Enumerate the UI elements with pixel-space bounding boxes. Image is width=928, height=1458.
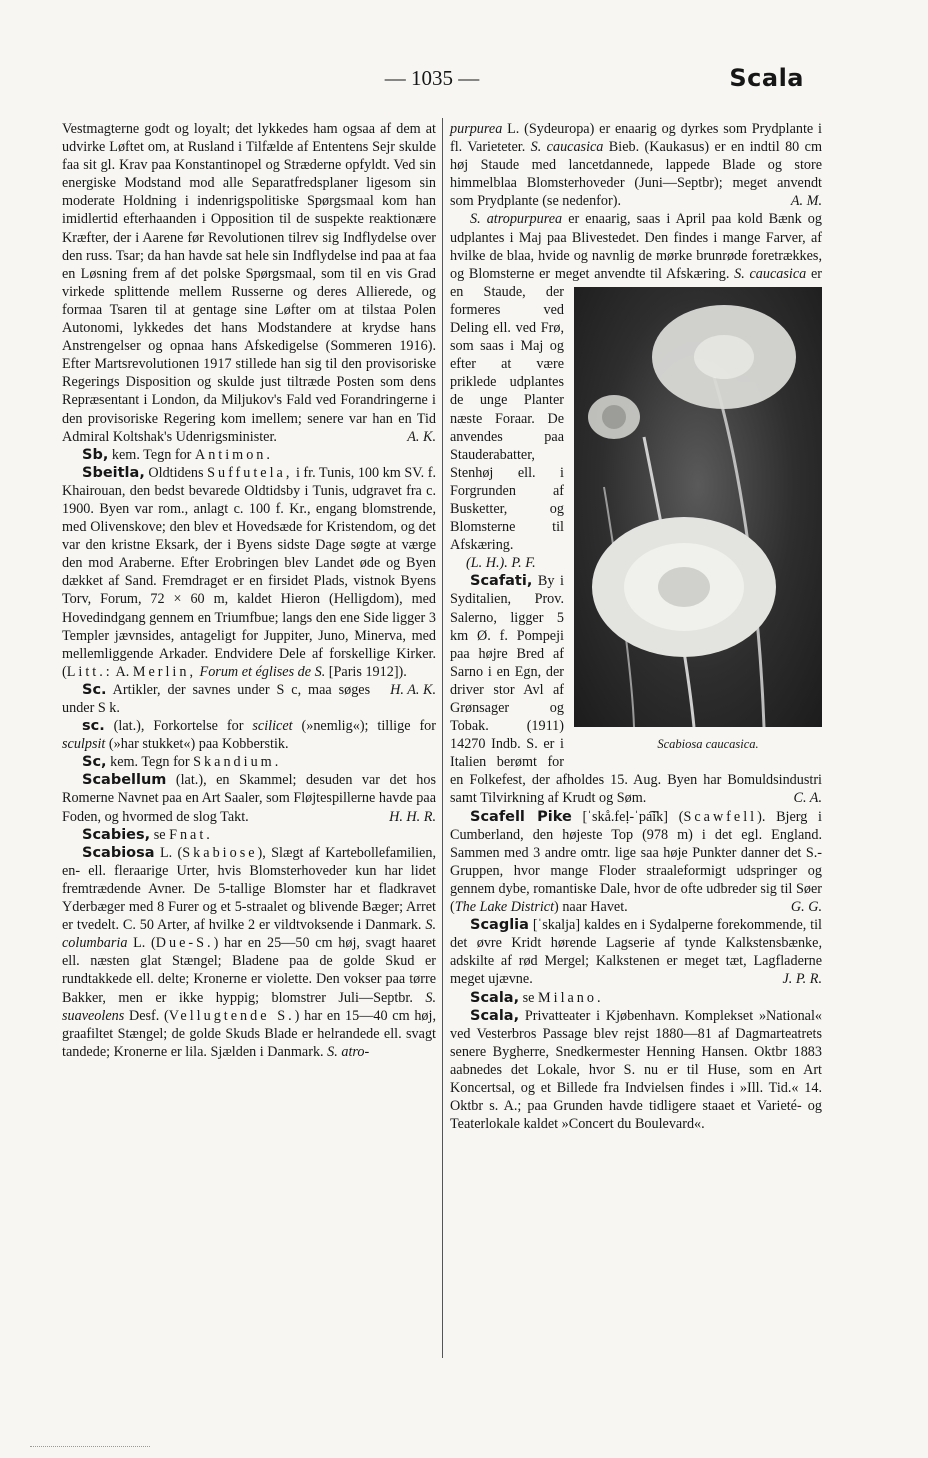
- entry-scabiosa-continued: purpurea L. (Sydeuropa) er enaarig og dyrkes som Prydplante i fl. Varieteter. S. caucasica Bieb. (Kaukasus) er en indtil 80 cm høj Staude med lancetdannede, lappede Blade og store himmelblaa Blomsterhoveder (Juni—Septbr); meget anvendt som Prydplante (se nedenfor). A. M.: [450, 121, 822, 210]
- entry-continuation: Vestmagterne godt og loyalt; det lykkedes ham ogsaa af dem at udvirke Løftet om, at Rusland i Tilfælde af Ententens Sejr skulde faa sit gl. Krav paa Konstantinopel og Stræderne opfyldt. Ved sin energiske Modstand mod alle Separatfredsplaner ligesom sin moderate Holdning i indenrigspolitiske Spørgsmaal kom han imidlertid efterhaanden i Opposition til de suspekte reaktionære Kræfter, der i Aarene før Revolutionen tilrev sig Indflydelse over den russ. Tsar; da han havde sat hele sin Indflydelse ind paa at faa en Løsning frem af det polske Spørgsmaal, som til en vis Grad virkede splittende mellem Russerne og deres Allierede, og formaa Tsaren til at gentage sine Løfter om at tilstaa Polen Autonomi, lykkedes det hans Modstandere at krydse hans Anstrengelser og opnaa hans Afskedigelse (Sommeren 1916). Efter Martsrevolutionen 1917 stillede han sig til den provisoriske Regerings Disposition og skulde just tiltræde Posten som dens Repræsentant i London, da Miljukov's Fald ved Forandringerne i den provisoriske Regering kom imellem; senere var han en Tid Admiral Koltshak's Udenrigsminister. A. K.: [62, 121, 436, 445]
- column-divider: [442, 118, 443, 1358]
- flower-photo: [574, 287, 822, 727]
- running-head: Scala: [729, 64, 804, 92]
- left-column: [62, 120, 436, 1061]
- entry-sc-abbrev: sc. (lat.), Forkortelse for scilicet (»nemlig«); tillige for sculpsit (»har stukket«) paa Kobberstik.: [62, 718, 436, 753]
- figure-scabiosa: [574, 287, 822, 753]
- page-number: — 1035 —: [384, 66, 480, 90]
- entry-sc-articles: Sc. Artikler, der savnes under S c, maa søges under S k.: [62, 681, 371, 716]
- entry-scafell-pike: Scafell Pike [ˈskå.feḷ-ˈpa͡ik] (Scawfell). Bjerg i Cumberland, den højeste Top (978 m) i det egl. England. Sammen med 3 andre omtr. lige saa høje Punkter danner det S.-Gruppen, hvor mange Floder straaleformigt udspringer og gennem dybe, romantiske Dale, hvor de ofte udbreder sig til Søer (The Lake District) naar Havet. G. G.: [450, 808, 823, 916]
- entry-scabies: Scabies, se Fnat.: [82, 826, 213, 843]
- entry-scabiosa-cultivation: S. atropurpurea er enaarig, saas i April paa kold Bænk og udplantes i Maj paa Blivestedet. Den findes i mange Farver, af hvilke de blaa, hvide og navnlig de mørke brunrøde foretrækkes, og Blomsterne er meget anvendte til Afskæring. Scabiosa caucasica. S. caucasica er en Staude, der formeres ved Deling ell. ved Frø, som saas i Maj og efter at være priklede udplantes de unge Planter næste Foraar. De anvendes paa Stauderabatter, Stenhøj ell. i Forgrunden af Busketter, og Blomsterne til Afskæring. (L. H.). P. F.: [450, 210, 822, 572]
- entry-scala-theatre: Scala, Privatteater i Kjøbenhavn. Komplekset »National« ved Vesterbros Passage blev rejst 1880—81 af Dagmarteatrets senere Bygherre, Snedkermester Henning Hansen. Oktbr 1883 aabnedes det Lokale, hvor S. nu er til Huse, som en Art Koncertsal, og et Billede fra Indvielsen findes i »Ill. Tid.« 14. Oktbr s. A.; paa Grunden havde tidligere staaet et Varieté- og Teaterlokale kaldet »Concert du Boulevard«.: [450, 1007, 822, 1133]
- right-column: [450, 120, 822, 1133]
- entry-scafati: Scafati, By i Syditalien, Prov. Salerno, ligger 5 km Ø. f. Pompeji paa højre Bred af Sarno i en Egn, der driver stor Avl af Grønsager og Tobak. (1911) 14270 Indb. S. er i Italien berømt for en Folkefest, der afholdes 15. Aug. Byen har Bomuldsindustri samt Tilvirkning af Krudt og Søm. C. A.: [450, 573, 822, 807]
- figure-caption: Scabiosa caucasica.: [657, 736, 759, 751]
- entry-scabellum: Scabellum (lat.), en Skammel; desuden var det hos Romerne Navnet paa en Art Saaler, som Fløjtespillerne havde paa Foden, og hvormed de slog Takt. H. H. R.: [62, 772, 436, 825]
- entry-sc-scandium: Sc, kem. Tegn for Skandium.: [82, 754, 282, 771]
- entry-sb: Sb, kem. Tegn for Antimon.: [82, 446, 273, 463]
- page-edge-mark: [30, 1446, 150, 1448]
- entry-scaglia: Scaglia [ˈskalja] kaldes en i Sydalperne forekommende, til det øvre Kridt hørende Lagserie af tynde Kalkstensbænke, adskilte af rød Mergel; Kalkstenen er meget tæt, Lagfladerne meget ujævne. J. P. R.: [450, 917, 822, 988]
- entry-scabiosa: Scabiosa L. (Skabiose), Slægt af Kartebollefamilien, en- ell. fleraarige Urter, hvis Blomsterhoveder kun har lidet fremtrædende Avner. De 5-tallige Blomster har et fladkravet Yderbæger med 8 Furer og et 5-straalet og blivende Bæger; Arret er tvedelt. C. 50 Arter, af hvilke 2 er vildtvoksende i Danmark. S. columbaria L. (Due-S.) har en 25—50 cm høj, svagt haaret ell. næsten glat Stængel; Bladene paa de golde Skud er rundtakkede ell. delte; Kronerne er violette. Den vokser paa tørre Bakker, men er ikke hyppig; blomstrer Juli—Septbr. S. suaveolens Desf. (Vellugtende S.) har en 15—40 cm høj, graafiltet Stængel; de golde Skuds Blade er helrandede ell. svagt tandede; Kronerne er lila. Sjælden i Danmark. S. atro-: [62, 844, 437, 1060]
- page-header: [60, 64, 804, 96]
- entry-scala-milano: Scala, se Milano.: [470, 989, 604, 1006]
- entry-sbeitla: Sbeitla, Oldtidens Suffutela, i fr. Tunis, 100 km SV. f. Khairouan, den bedst bevarede Oldtidsby i Tunis, udgravet fra c. 1900. Byen var rom., anlagt c. 100 f. Kr., engang blomstrende, med Olivenskove; den blev et Hovedsæde for Kristendom, og det var den kristne Eksark, der i Byens sidste Dage søgte at værge den mod Araberne. Efter Erobringen blev Landet øde og Byen dækket af Sand. Fremdraget er en firsidet Plads, vistnok Byens Torv, Forum, 72 × 60 m, kaldet Hieron (Helligdom), med Hovedindgang gennem en Triumfbue; langs den ene Side ligger 3 Templer jævnsides, antageligt for Juppiter, Juno, Minerva, med mellemliggende Arkader. Endvidere Dele af forskellige Kirker. (Litt.: A. Merlin, Forum et églises de S. [Paris 1912]). H. A. K.: [62, 464, 437, 698]
